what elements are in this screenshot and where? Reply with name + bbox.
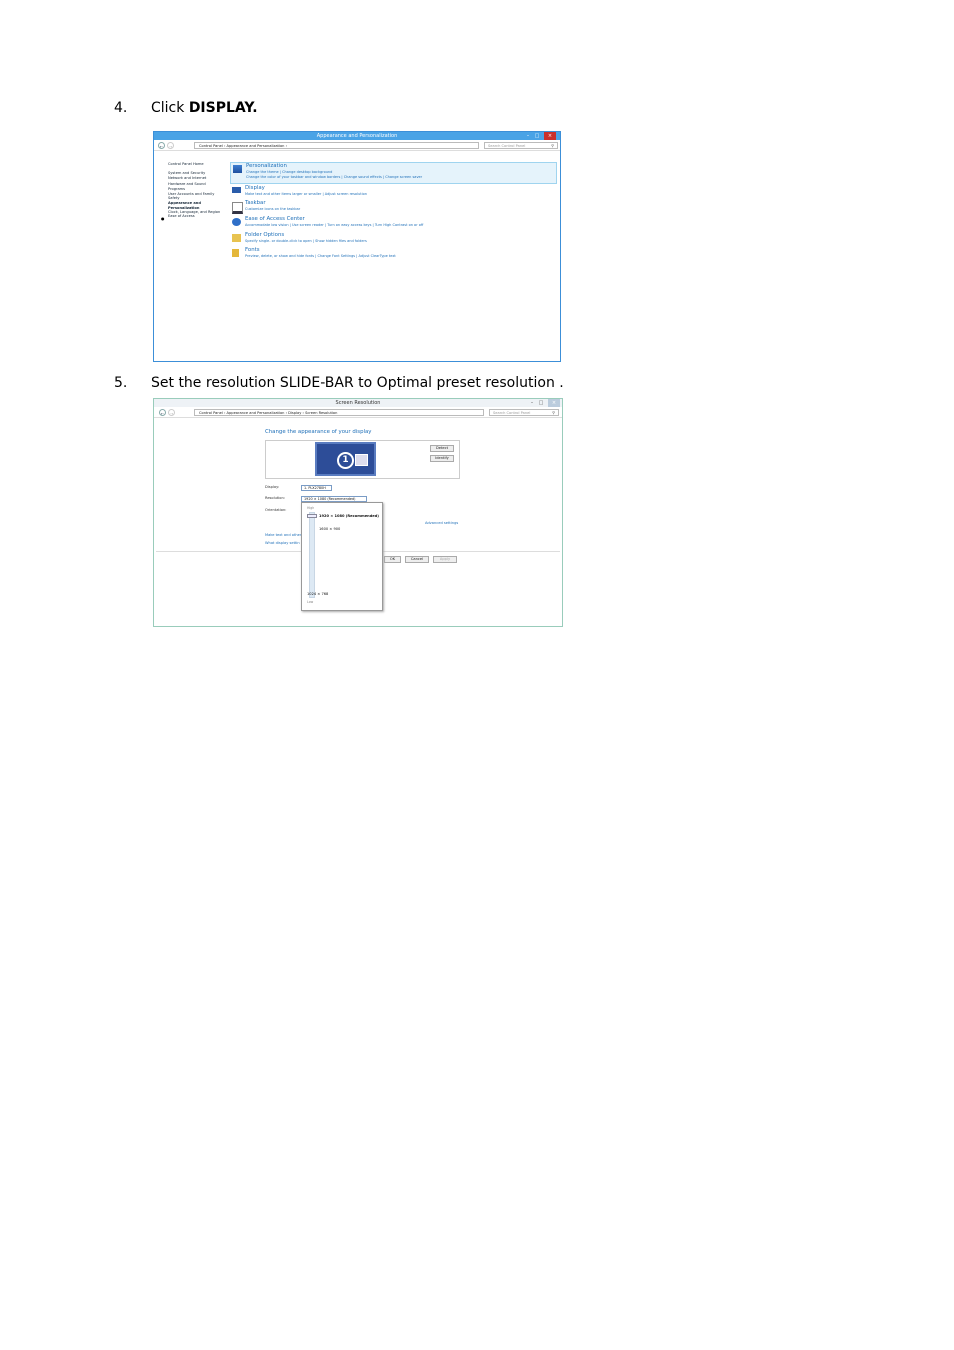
monitor-icon[interactable] — [315, 442, 376, 476]
category-links[interactable]: Change the theme | Change desktop background — [246, 170, 333, 174]
search-icon: ⚲ — [552, 410, 555, 415]
resolution-slider-track[interactable] — [309, 512, 315, 598]
taskbar-icon — [232, 202, 243, 214]
sidebar-item-ease[interactable]: Ease of Access — [168, 214, 195, 219]
apply-button[interactable]: Apply — [433, 556, 457, 563]
category-title[interactable]: Ease of Access Center — [245, 216, 305, 222]
display-label: Display: — [265, 485, 280, 489]
category-title[interactable]: Personalization — [246, 163, 287, 169]
cancel-button[interactable]: Cancel — [405, 556, 429, 563]
category-links[interactable]: Change the color of your taskbar and window borders | Change sound effects | Change screen saver — [246, 175, 423, 179]
slider-high-label: High — [307, 506, 315, 510]
sidebar-item-system[interactable]: System and Security — [168, 171, 206, 176]
monitor-number-badge: 1 — [337, 452, 354, 469]
sidebar-item-appearance[interactable]: Appearance and — [168, 201, 201, 206]
resolution-option[interactable]: 1600 × 900 — [319, 527, 341, 531]
sidebar-item-home[interactable]: Control Panel Home — [168, 162, 204, 166]
category-taskbar[interactable] — [230, 200, 557, 214]
category-personalization[interactable] — [230, 162, 557, 184]
step-text — [151, 100, 258, 116]
title-bar — [154, 132, 560, 140]
resolution-dropdown-popup — [301, 502, 383, 611]
resolution-label: Resolution: — [265, 496, 285, 500]
monitor-preview-box — [265, 440, 460, 479]
back-icon[interactable]: ← — [159, 144, 164, 149]
search-placeholder: Search Control Panel — [488, 144, 526, 148]
folder-icon — [232, 234, 241, 242]
step-number: 4. — [114, 100, 128, 116]
orientation-label: Orientation: — [265, 508, 287, 512]
sidebar-item-hardware[interactable]: Hardware and Sound — [168, 181, 206, 186]
sidebar-item-personalization[interactable]: Personalization — [168, 205, 200, 210]
resolution-slider-thumb[interactable] — [307, 514, 317, 518]
back-icon[interactable]: ← — [160, 411, 165, 416]
detect-button[interactable]: Detect — [430, 445, 454, 452]
sidebar-item-user-accounts[interactable]: User Accounts and Family — [168, 192, 215, 197]
step-text: Set the resolution SLIDE-BAR to Optimal preset resolution . — [151, 375, 564, 391]
minimize-icon[interactable]: – — [530, 400, 534, 406]
sidebar — [168, 162, 220, 218]
category-fonts[interactable] — [230, 247, 557, 261]
sidebar-item-programs[interactable]: Programs — [168, 186, 186, 191]
step-prefix: Click — [151, 100, 189, 116]
resolution-option-selected[interactable]: 1920 × 1080 (Recommended) — [319, 514, 379, 518]
step-number: 5. — [114, 375, 128, 391]
display-icon — [232, 187, 241, 193]
slider-low-label: Low — [307, 600, 314, 604]
address-row — [154, 141, 560, 151]
sidebar-item-clock[interactable]: Clock, Language, and Region — [168, 209, 221, 214]
address-bar[interactable]: Control Panel › Appearance and Personalization › Display › Screen Resolution — [194, 409, 484, 416]
maximize-icon[interactable]: □ — [534, 133, 540, 139]
page-heading: Change the appearance of your display — [265, 429, 372, 435]
text-size-link[interactable]: Make text and other — [265, 533, 302, 537]
step-bold: DISPLAY. — [188, 100, 258, 116]
category-title[interactable]: Folder Options — [245, 232, 285, 238]
sidebar-item-safety[interactable]: Safety — [168, 196, 180, 201]
display-settings-link[interactable]: What display settin — [265, 541, 300, 545]
close-icon[interactable]: × — [548, 399, 560, 407]
category-links[interactable]: Make text and other items larger or smaller | Adjust screen resolution — [245, 192, 367, 196]
resolution-select[interactable]: 1920 × 1080 (Recommended) — [301, 496, 367, 502]
category-links[interactable]: Specify single- or double-click to open | Show hidden files and folders — [245, 239, 367, 243]
ok-button[interactable]: OK — [384, 556, 401, 563]
address-bar[interactable]: Control Panel › Appearance and Personalization › — [194, 142, 479, 149]
search-input[interactable] — [489, 409, 559, 416]
search-placeholder: Search Control Panel — [493, 411, 531, 415]
screenshot-screen-resolution-window — [153, 398, 563, 627]
category-title[interactable]: Fonts — [245, 247, 260, 253]
screen-grid-icon — [355, 454, 368, 466]
personalization-icon — [233, 165, 242, 173]
ease-of-access-icon — [232, 218, 241, 226]
display-select[interactable]: 1. PLX2780H — [301, 485, 332, 491]
category-title[interactable]: Display — [245, 185, 265, 191]
maximize-icon[interactable]: □ — [538, 400, 544, 406]
category-ease-of-access[interactable] — [230, 216, 557, 230]
window-title: Appearance and Personalization — [316, 133, 398, 139]
title-bar — [154, 399, 562, 407]
advanced-settings-link[interactable]: Advanced settings — [425, 521, 459, 525]
window-title: Screen Resolution — [335, 400, 381, 406]
search-icon: ⚲ — [551, 143, 554, 148]
sidebar-item-network[interactable]: Network and Internet — [168, 176, 207, 181]
search-input[interactable] — [484, 142, 558, 149]
address-row — [154, 408, 562, 418]
category-links[interactable]: Accommodate low vision | Use screen reader | Turn on easy access keys | Turn High Contrast on or off — [245, 223, 424, 227]
current-bullet-icon: ● — [161, 216, 165, 221]
screenshot-appearance-window — [153, 131, 561, 362]
forward-icon[interactable]: → — [168, 144, 173, 149]
minimize-icon[interactable]: – — [526, 133, 530, 139]
fonts-icon — [232, 249, 239, 257]
forward-icon[interactable]: → — [169, 411, 174, 416]
category-display[interactable] — [230, 185, 557, 199]
close-icon[interactable]: × — [544, 132, 556, 140]
category-links[interactable]: Preview, delete, or show and hide fonts | Change Font Settings | Adjust ClearType text — [245, 254, 396, 258]
resolution-option[interactable]: 1024 × 768 — [307, 592, 329, 596]
category-title[interactable]: Taskbar — [245, 200, 266, 206]
identify-button[interactable]: Identify — [430, 455, 454, 462]
category-links[interactable]: Customize icons on the taskbar — [245, 207, 301, 211]
category-folder-options[interactable] — [230, 232, 557, 246]
